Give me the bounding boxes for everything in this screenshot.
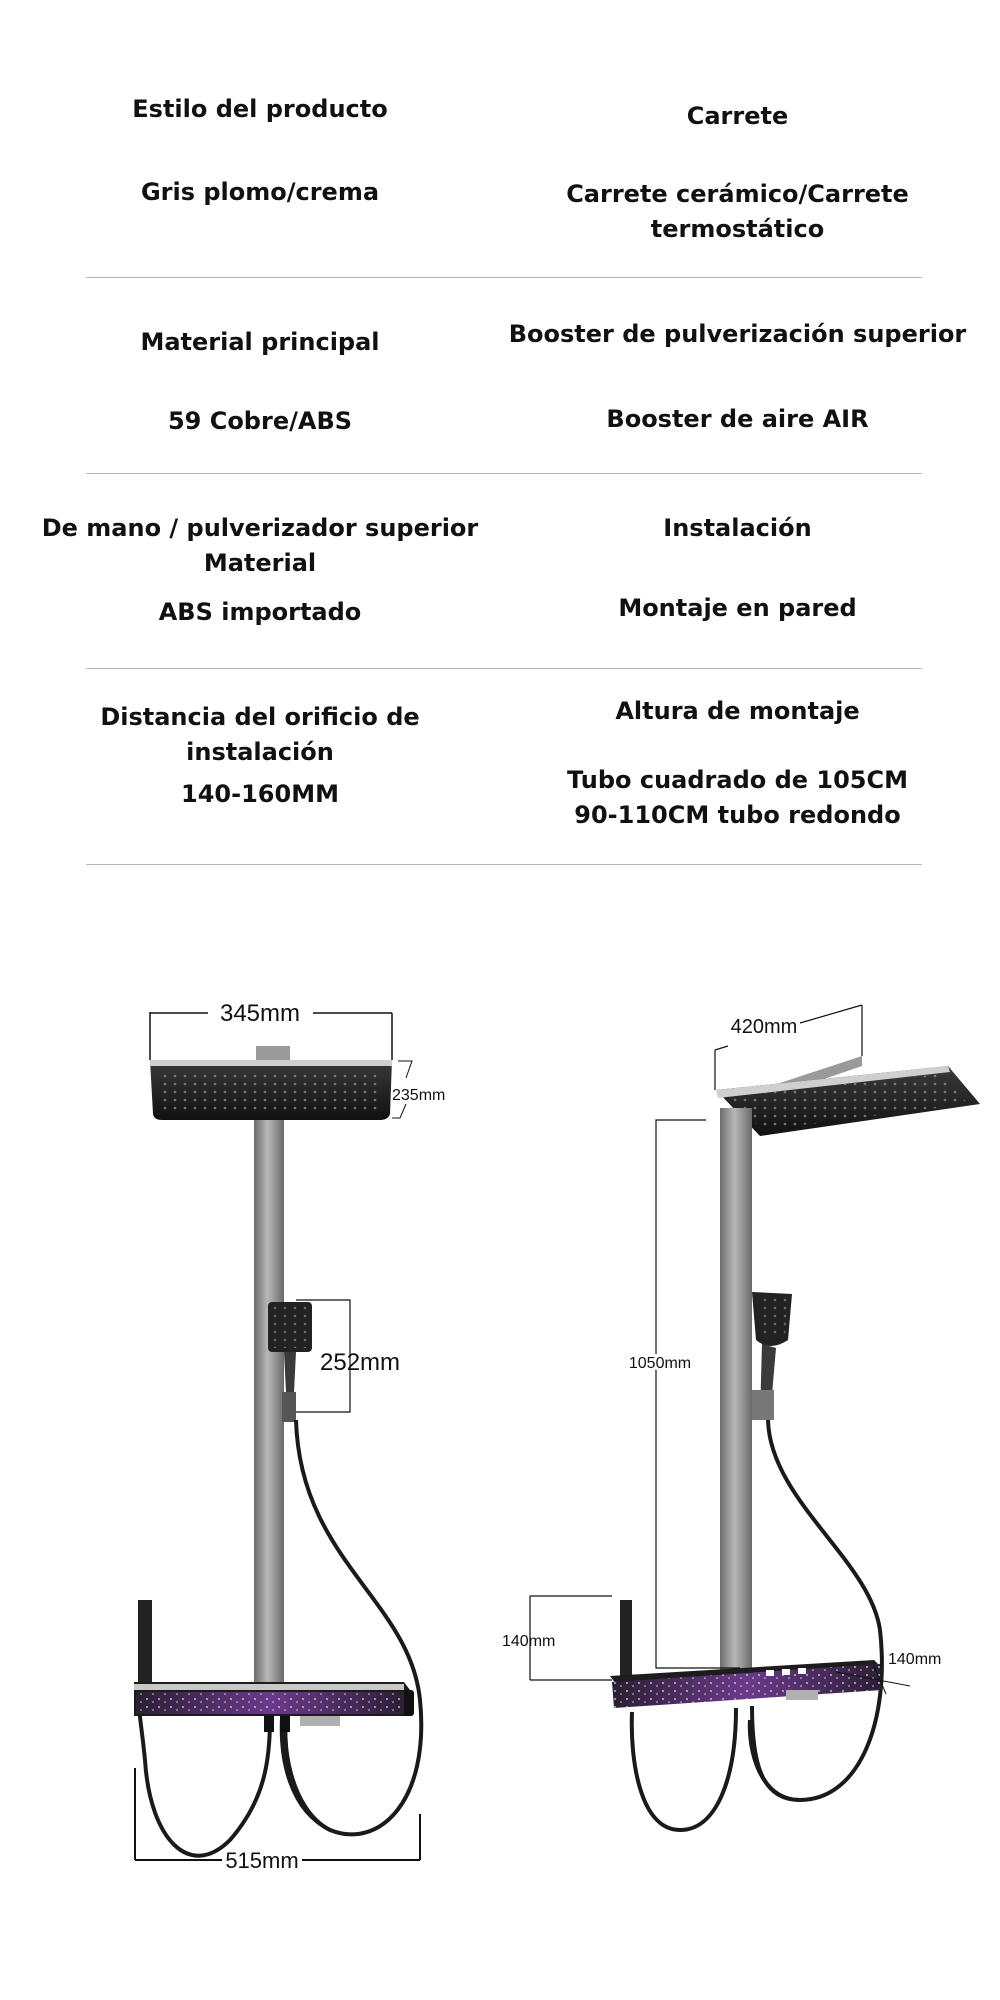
spec-value-mount-height-1: Tubo cuadrado de 105CM — [567, 766, 908, 794]
side-view — [502, 1005, 980, 1830]
front-handheld-label: 252mm — [320, 1349, 401, 1376]
row-divider — [86, 864, 922, 865]
head-rim — [150, 1060, 392, 1066]
spec-value-material: 59 Cobre/ABS — [167, 407, 353, 435]
side-lower-hose-left — [632, 1708, 736, 1830]
front-spout — [138, 1600, 152, 1692]
side-hole-height-label: 140mm — [502, 1633, 556, 1650]
spec-label-booster: Booster de pulverización superior — [508, 320, 967, 348]
dimension-drawing — [0, 960, 1000, 1960]
head-connector — [256, 1046, 290, 1062]
row-divider — [86, 473, 922, 474]
spec-label-mount-height: Altura de montaje — [615, 697, 860, 725]
side-holder — [752, 1390, 774, 1420]
spec-label-installation: Instalación — [663, 514, 812, 542]
front-view — [134, 1000, 445, 1873]
side-hose — [750, 1420, 882, 1800]
spec-label-product-style: Estilo del producto — [132, 95, 388, 123]
front-head-width-label: 345mm — [219, 1000, 301, 1027]
spec-value-mount-height-2: 90-110CM tubo redondo — [574, 801, 901, 829]
side-riser-pipe — [720, 1108, 752, 1676]
front-diverter — [300, 1716, 340, 1726]
spec-value-installation: Montaje en pared — [618, 594, 857, 622]
side-head-width-label: 420mm — [730, 1016, 798, 1038]
front-head-depth-label: 235mm — [392, 1087, 446, 1104]
front-holder — [282, 1392, 296, 1422]
spec-value-booster: Booster de aire AIR — [606, 405, 869, 433]
spec-value-cartridge: Carrete cerámico/Carrete termostático — [566, 180, 909, 243]
front-handheld-grip — [284, 1352, 296, 1392]
front-hose — [285, 1420, 421, 1834]
front-lower-hose-right — [282, 1718, 330, 1830]
front-base-width-label: 515mm — [225, 1848, 299, 1873]
front-riser-pipe — [254, 1120, 284, 1682]
front-shelf-knob — [404, 1690, 414, 1716]
spec-label-hole-distance: Distancia del orificio de instalación — [100, 703, 420, 766]
front-lower-hose-left — [140, 1716, 270, 1856]
spec-value-hole-distance: 140-160MM — [181, 780, 339, 808]
side-shelf-depth-label: 140mm — [888, 1651, 942, 1668]
side-spout — [620, 1600, 632, 1680]
spec-value-spray-material: ABS importado — [158, 598, 362, 626]
spec-label-cartridge: Carrete — [686, 102, 789, 130]
spec-label-material: Material principal — [140, 328, 380, 356]
side-height-label: 1050mm — [628, 1355, 692, 1372]
row-divider — [86, 668, 922, 669]
spec-value-product-style: Gris plomo/crema — [140, 178, 380, 206]
spec-label-spray-material: De mano / pulverizador superior Material — [41, 514, 479, 577]
row-divider — [86, 277, 922, 278]
nozzle-grid — [160, 1070, 384, 1112]
